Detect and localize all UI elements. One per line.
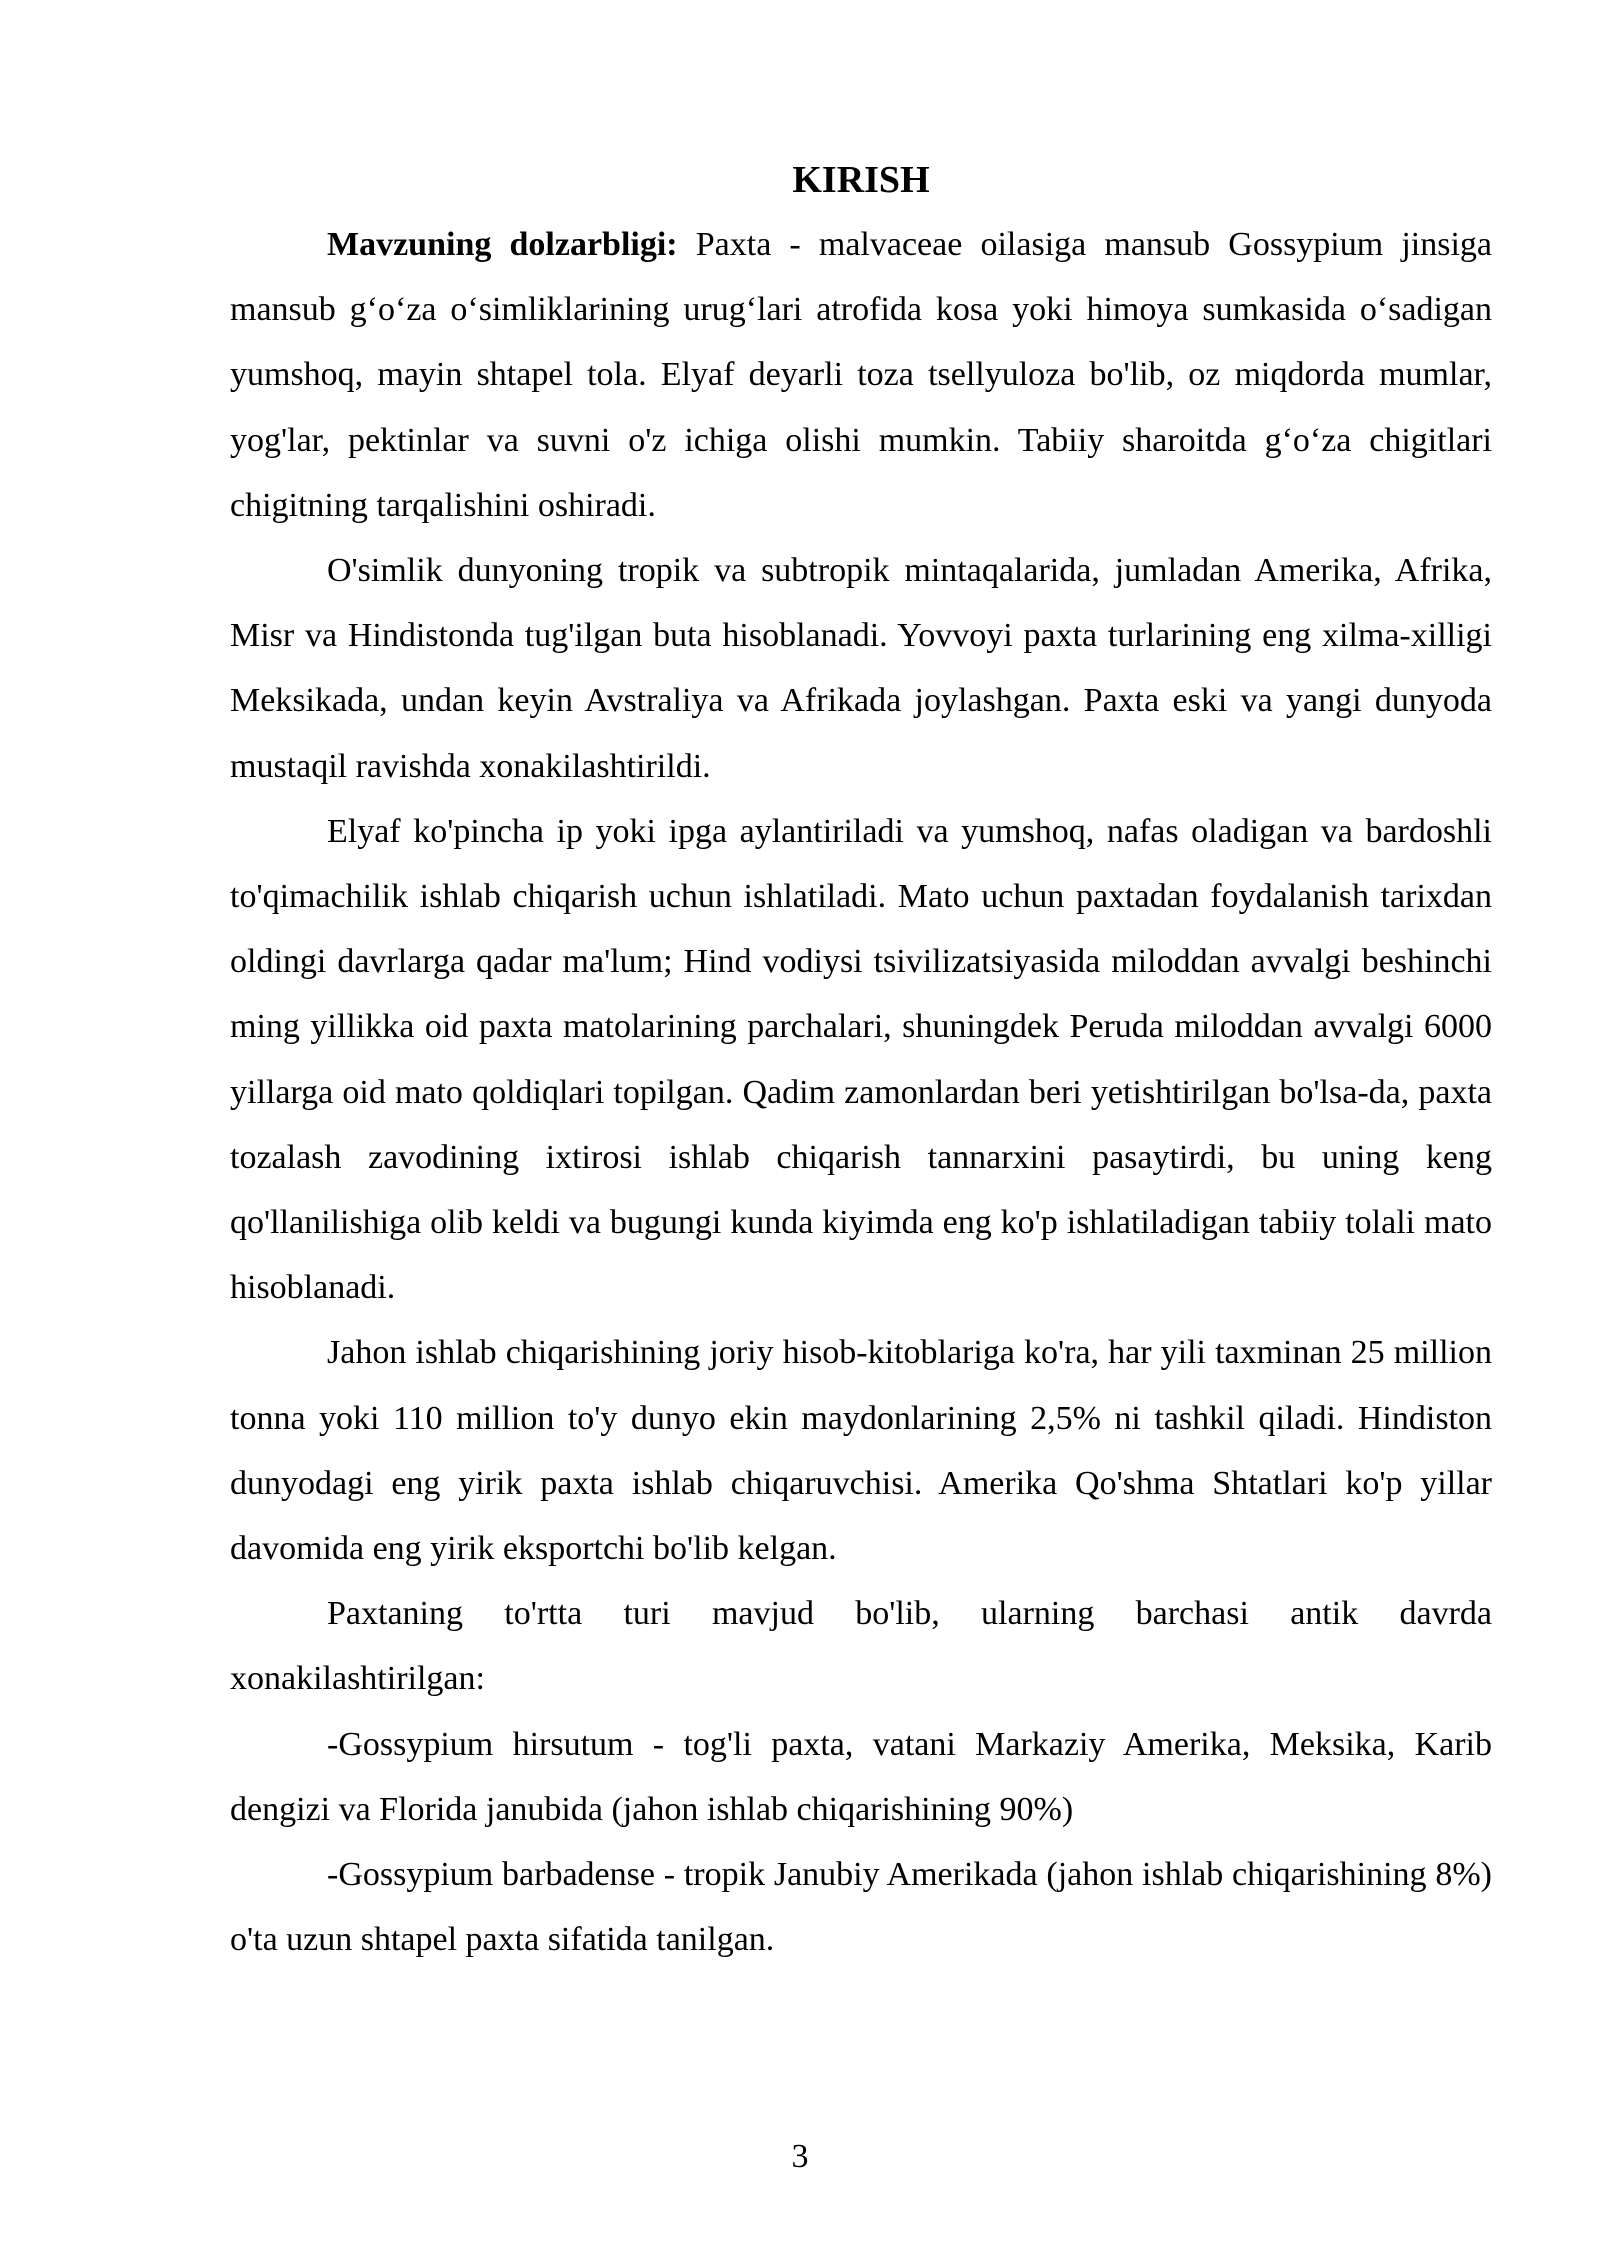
page-number: 3 [791,2138,809,2175]
paragraph-lead: Mavzuning dolzarbligi: [327,226,678,263]
paragraph-text: Paxta - malvaceae oilasiga mansub Gossypium jinsiga mansub g‘o‘za o‘simliklarining urug‘lari atrofida kosa yoki himoya sumkasida o‘sadigan yumshoq, mayin shtapel tola. Elyaf deyarli toza tsellyuloza bo'lib, oz miqdorda mumlar, yog'lar, pektinlar va suvni o'z ichiga olishi mumkin. Tabiiy sharoitda g‘o‘za chigitlari chigitning tarqalishini oshiradi. [230,226,1492,524]
paragraph-species-hirsutum: -Gossypium hirsutum - tog'li paxta, vatani Markaziy Amerika, Meksika, Karib dengizi va Florida janubida (jahon ishlab chiqarishining 90%) [230,1725,1492,1828]
paragraph-fiber-usage: Elyaf ko'pincha ip yoki ipga aylantiriladi va yumshoq, nafas oladigan va bardoshli to'qimachilik ishlab chiqarish uchun ishlatiladi. Mato uchun paxtadan foydalanish tarixdan oldingi davrlarga qadar ma'lum; Hind vodiysi tsivilizatsiyasida miloddan avvalgi beshinchi ming yillikka oid paxta matolarining parchalari, shuningdek Peruda miloddan avvalgi 6000 yillarga oid mato qoldiqlari topilgan. Qadim zamonlardan beri yetishtirilgan bo'lsa-da, paxta tozalash zavodining ixtirosi ishlab chiqarish tannarxini pasaytirdi, bu uning keng qo'llanilishiga olib keldi va bugungi kunda kiyimda eng ko'p ishlatiladigan tabiiy tolali mato hisoblanadi. [230,812,1492,1307]
paragraph-origin: O'simlik dunyoning tropik va subtropik mintaqalarida, jumladan Amerika, Afrika, Misr va Hindistonda tug'ilgan buta hisoblanadi. Yovvoyi paxta turlarining eng xilma-xilligi Meksikada, undan keyin Avstraliya va Afrikada joylashgan. Paxta eski va yangi dunyoda mustaqil ravishda xonakilashtirildi. [230,552,1492,785]
paragraph-relevance [230,212,1492,538]
page-title: KIRISH [792,159,930,201]
document-page [230,150,1492,1972]
paragraph-species-intro: Paxtaning to'rtta turi mavjud bo'lib, ularning barchasi antik davrda xonakilashtirilgan: [230,1595,1492,1698]
paragraph-world-production: Jahon ishlab chiqarishining joriy hisob-kitoblariga ko'ra, har yili taxminan 25 million tonna yoki 110 million to'y dunyo ekin maydonlarining 2,5% ni tashkil qiladi. Hindiston dunyodagi eng yirik paxta ishlab chiqaruvchisi. Amerika Qo'shma Shtatlari ko'p yillar davomida eng yirik eksportchi bo'lib kelgan. [230,1334,1492,1568]
paragraph-species-barbadense: -Gossypium barbadense - tropik Janubiy Amerikada (jahon ishlab chiqarishining 8%) o'ta uzun shtapel paxta sifatida tanilgan. [230,1856,1492,1959]
